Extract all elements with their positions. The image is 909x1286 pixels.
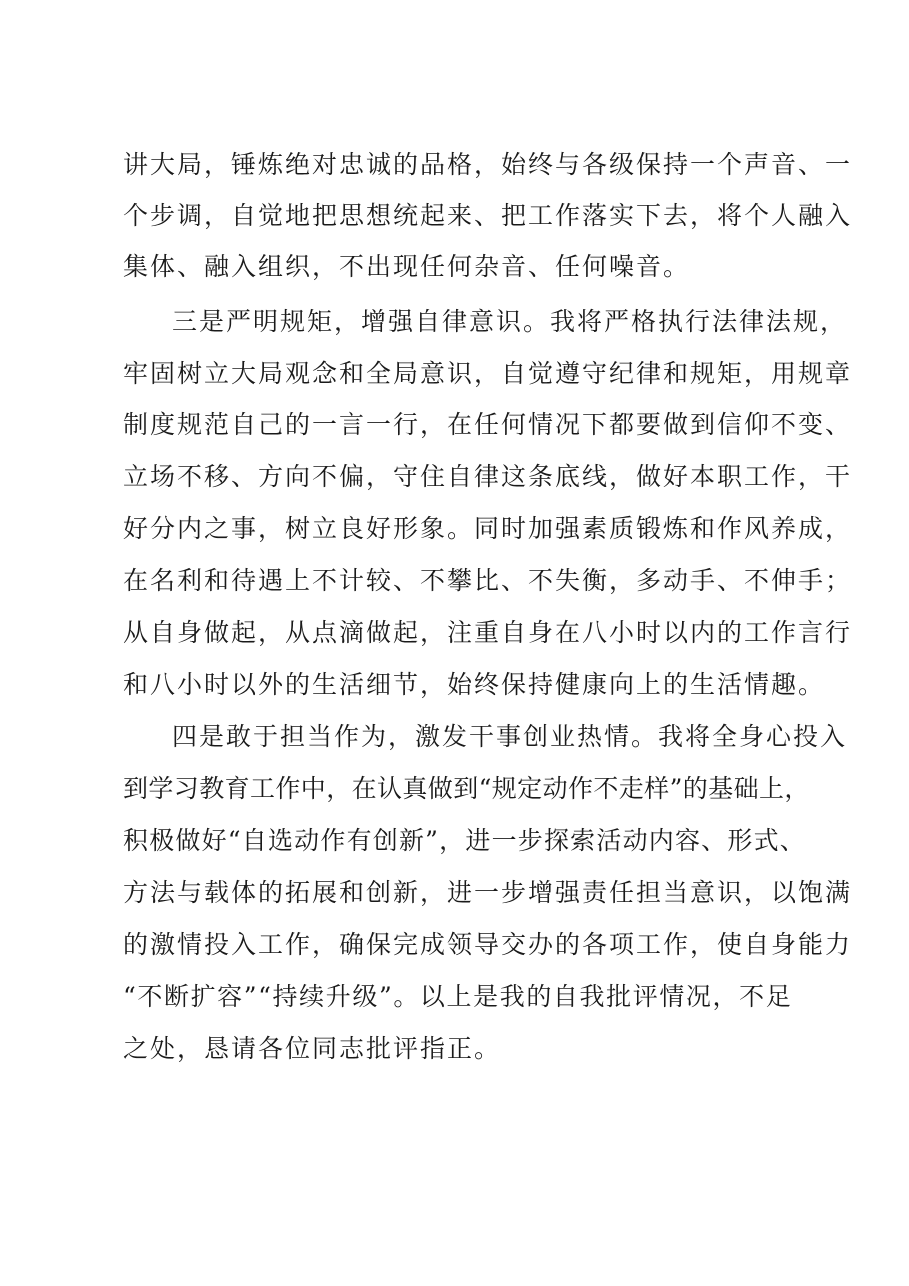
paragraph-start-line: 四是敢于担当作为，激发干事创业热情。我将全身心投入 (172, 722, 848, 751)
text-line: 在名利和待遇上不计较、不攀比、不失衡，多动手、不伸手； (123, 566, 853, 595)
text-line: 之处，恳请各位同志批评指正。 (123, 1034, 502, 1063)
text-line: 到学习教育工作中，在认真做到“规定动作不走样”的基础上， (123, 774, 810, 803)
text-line: 从自身做起，从点滴做起，注重自身在八小时以内的工作言行 (123, 618, 853, 647)
text-line: 制度规范自己的一言一行，在任何情况下都要做到信仰不变、 (123, 410, 853, 439)
paragraph-start-line: 三是严明规矩，增强自律意识。我将严格执行法律法规， (172, 307, 848, 336)
text-line: 牢固树立大局观念和全局意识，自觉遵守纪律和规矩，用规章 (123, 359, 853, 388)
text-line: 立场不移、方向不偏，守住自律这条底线，做好本职工作，干 (123, 462, 853, 491)
text-line: 好分内之事，树立良好形象。同时加强素质锻炼和作风养成， (123, 514, 853, 543)
text-line: 积极做好“自选动作有创新”，进一步探索活动内容、形式、 (123, 826, 806, 855)
text-line: 集体、融入组织，不出现任何杂音、任何噪音。 (123, 252, 691, 281)
text-line: 和八小时以外的生活细节，始终保持健康向上的生活情趣。 (123, 670, 826, 699)
text-line: “不断扩容”“持续升级”。以上是我的自我批评情况，不足 (123, 982, 793, 1011)
text-line: 讲大局，锤炼绝对忠诚的品格，始终与各级保持一个声音、一 (123, 150, 853, 179)
text-line: 的激情投入工作，确保完成领导交办的各项工作，使自身能力 (123, 930, 853, 959)
text-line: 方法与载体的拓展和创新，进一步增强责任担当意识，以饱满 (123, 878, 853, 907)
text-line: 个步调，自觉地把思想统起来、把工作落实下去，将个人融入 (123, 201, 853, 230)
